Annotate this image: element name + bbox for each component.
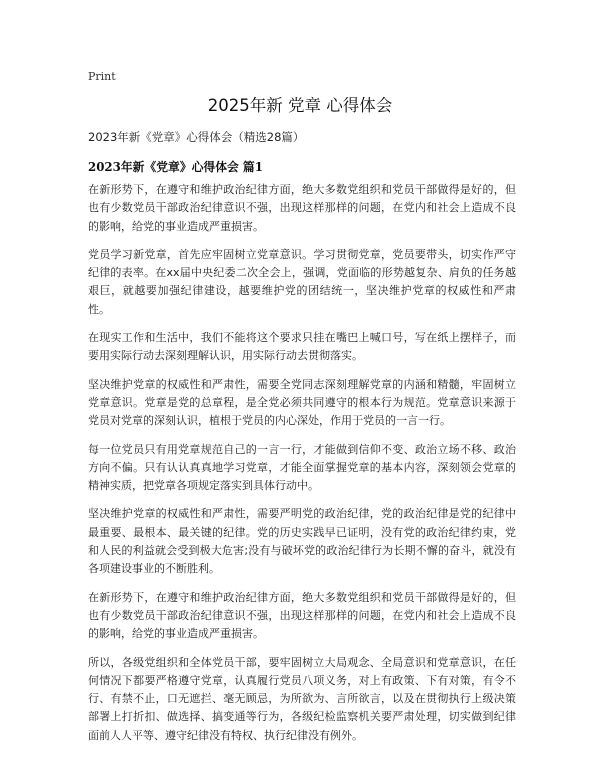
article-body: [88, 181, 516, 755]
paragraph: 在新形势下，在遵守和维护政治纪律方面，绝大多数党组织和党员干部做得是好的，但也有少数党员干部政治纪律意识不强，出现这样那样的问题，在党内和社会上造成不良的影响，给党的事业造成严重损害。: [88, 183, 516, 233]
paragraph: 每一位党员只有用党章规范自己的一言一行，才能做到信仰不变、政治立场不移、政治方向不偏。只有认认真真地学习党章，才能全面掌握党章的基本内容，深刻领会党章的精神实质，把党章各项规定落实到具体行动中。: [88, 442, 516, 493]
paragraph: 在新形势下，在遵守和维护政治纪律方面，绝大多数党组织和党员干部做得是好的，但也有少数党员干部政治纪律意识不强，出现这样那样的问题，在党内和社会上造成不良的影响，给党的事业造成严重损害。: [88, 590, 516, 641]
paragraph: 坚决维护党章的权威性和严肃性，需要全党同志深刻理解党章的内涵和精髓，牢固树立党章意识。党章是党的总章程，是全党必须共同遵守的根本行为规范。党章意识来源于党员对党章的深刻认识，植根于党员的内心深处，作用于党员的一言一行。: [88, 377, 516, 428]
paragraph: 坚决维护党章的权威性和严肃性，需要严明党的政治纪律，党的政治纪律是党的纪律中最重要、最根本、最关键的纪律。党的历史实践早已证明，没有党的政治纪律约束，党和人民的利益就会受到极大危害;没有与破坏党的政治纪律行为长期不懈的奋斗，就没有各项建设事业的不断胜利。: [88, 507, 516, 576]
paragraph: 在现实工作和生活中，我们不能将这个要求只挂在嘴巴上喊口号，写在纸上摆样子，而要用实际行动去深刻理解认识，用实际行动去贯彻落实。: [88, 331, 516, 363]
paragraph: 党员学习新党章，首先应牢固树立党章意识。学习贯彻党章，党员要带头，切实作严守纪律的表率。在xx届中央纪委二次全会上，强调，党面临的形势越复杂、肩负的任务越艰巨，就越要加强纪律建设，越要维护党的团结统一，坚决维护党章的权威性和严肃性。: [88, 247, 516, 316]
paragraph: 所以，各级党组织和全体党员干部，要牢固树立大局观念、全局意识和党章意识，在任何情况下都要严格遵守党章，认真履行党员八项义务，对上有政策、下有对策，有令不行、有禁不止，口无遮拦、毫无顾忌，为所欲为、言所欲言，以及在贯彻执行上级决策部署上打折扣、做选择、搞变通等行为，各级纪检监察机关要严肃处理，切实做到纪律面前人人平等、遵守纪律没有特权、执行纪律没有例外。: [88, 655, 516, 742]
page-title: 2025年新 党章 心得体会: [207, 96, 393, 115]
document-subtitle: 2023年新《党章》心得体会（精选28篇）: [88, 130, 305, 144]
print-link[interactable]: Print: [88, 70, 116, 83]
section-heading: 2023年新《党章》心得体会 篇1: [88, 160, 263, 174]
